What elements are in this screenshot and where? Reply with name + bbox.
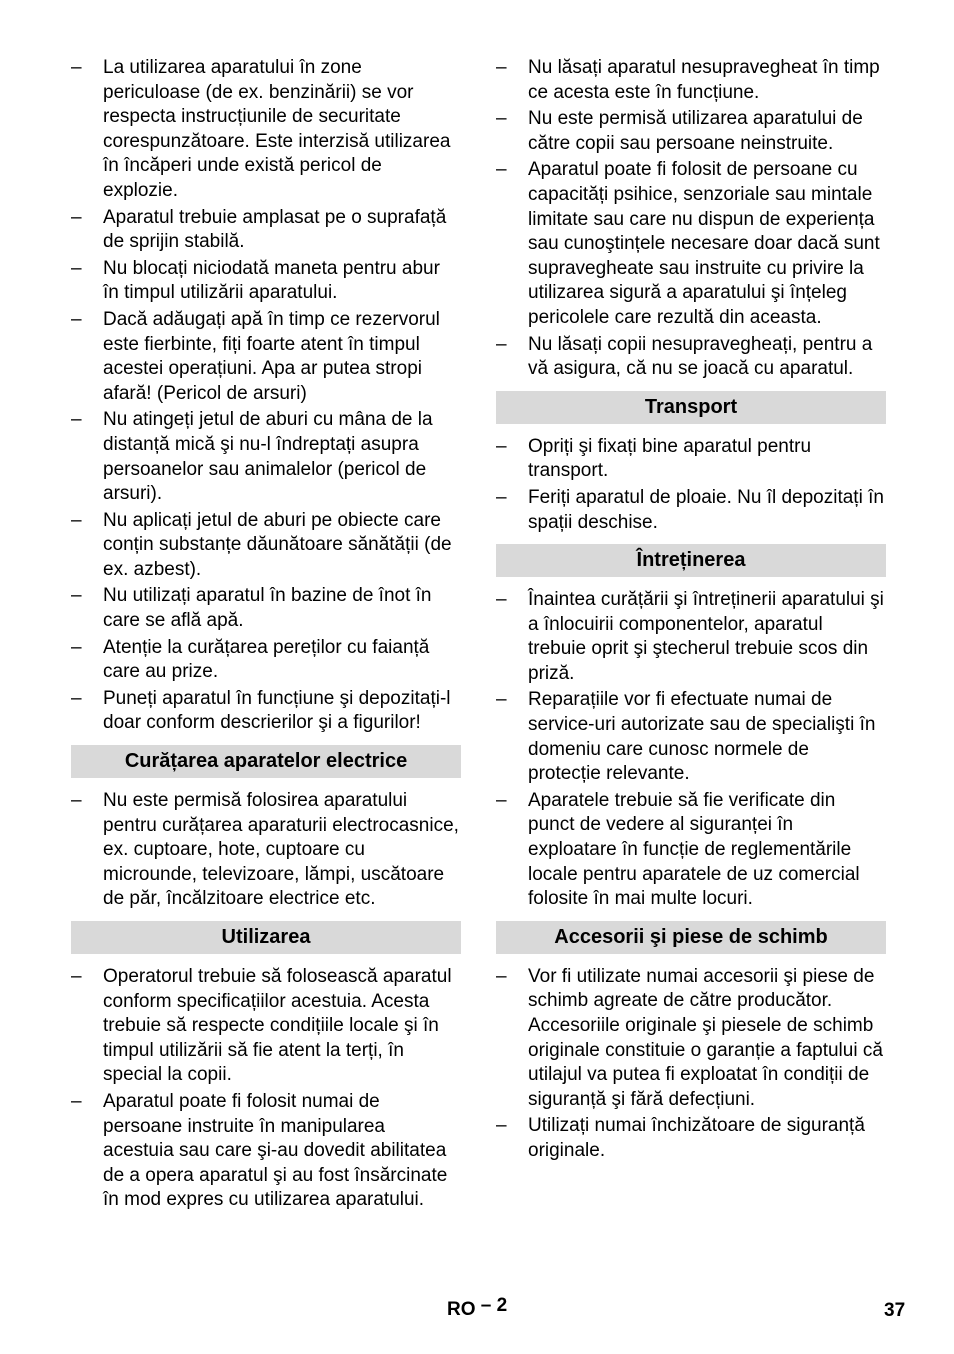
- list-item-text: Aparatele trebuie să fie verificate din punct de vedere al siguranței în exploatare în funcție de reglementările locale pentru aparatele de uz comercial folosite în mai multe locuri.: [528, 789, 860, 910]
- list-item: [496, 486, 886, 535]
- list-item: [71, 636, 461, 685]
- list-item-text: Nu blocați niciodată maneta pentru abur în timpul utilizării aparatului.: [103, 257, 440, 304]
- list-item: [496, 588, 886, 686]
- bullet-dash: –: [496, 789, 507, 811]
- bullet-dash: –: [71, 257, 82, 279]
- list-item-text: Nu lăsați copii nesupravegheați, pentru a vă asigura, că nu se joacă cu aparatul.: [528, 333, 873, 380]
- bullet-dash: –: [71, 509, 82, 531]
- bullet-dash: –: [71, 966, 82, 987]
- bullet-dash: –: [71, 636, 82, 658]
- left-column: [71, 56, 461, 1215]
- footer-language-label: [447, 1297, 507, 1323]
- bullet-dash: –: [496, 435, 507, 457]
- list-item-text: Nu este permisă folosirea aparatului pentru curățarea aparaturii electrocasnice, ex. cuptoare, hote, cuptoare cu microunde, televizoare, lămpi, uscătoare de păr, încălzitoare electrice etc.: [103, 790, 459, 910]
- list-item-text: Opriți şi fixați bine aparatul pentru transport.: [528, 435, 812, 482]
- page-number: 37: [884, 1300, 906, 1321]
- bullet-dash: –: [496, 689, 507, 711]
- footer-lang: RO: [447, 1299, 476, 1320]
- bullet-dash: –: [496, 108, 507, 130]
- list-item: [71, 789, 461, 912]
- list-item: [496, 1114, 886, 1163]
- bullet-dash: –: [71, 585, 82, 607]
- bullet-dash: –: [496, 589, 507, 611]
- list-item-text: Puneți aparatul în funcțiune şi depozitați-l doar conform descrierilor şi a figurilor!: [103, 687, 451, 734]
- heading-accessories: Accesorii şi piese de schimb: [496, 921, 886, 954]
- bullet-dash: –: [496, 57, 507, 78]
- list-item: [71, 1090, 461, 1213]
- list-item-text: Utilizați numai închizătoare de siguranță originale.: [528, 1115, 865, 1161]
- safety-list-1: [71, 56, 461, 736]
- bullet-dash: –: [496, 1115, 507, 1137]
- list-item-text: Dacă adăugați apă în timp ce rezervorul este fierbinte, fiți foarte atent în timpul acestei operațiuni. Apa ar putea stropi afară! (Pericol de arsuri): [103, 308, 440, 404]
- list-item: [496, 107, 886, 156]
- list-item: [71, 308, 461, 406]
- maintenance-list: [496, 588, 886, 912]
- heading-usage: Utilizarea: [71, 921, 461, 954]
- list-item-text: Reparațiile vor fi efectuate numai de service-uri autorizate sau de specialişti în domeniu care cunosc normele de protecție relevante.: [528, 689, 876, 785]
- list-item: [496, 56, 886, 105]
- list-item: [71, 965, 461, 1088]
- list-item-text: Aparatul poate fi folosit numai de persoane instruite în manipularea acestuia sau care şi-au dovedit abilitatea de a opera aparatul şi au fost însărcinate în mod expres cu utilizarea aparatului.: [103, 1090, 448, 1211]
- list-item: [496, 965, 886, 1113]
- list-item: [496, 158, 886, 330]
- list-item: [71, 584, 461, 633]
- bullet-dash: –: [496, 965, 507, 987]
- list-item-text: Aparatul poate fi folosit de persoane cu capacități psihice, senzoriale sau mintale limitate sau care nu dispun de experiența sau cunoştințele necesare doar dacă sunt supravegheate sau instruite cu privire la utilizarea sigură a aparatului şi înțeleg pericolele care rezultă din aceasta.: [528, 159, 880, 328]
- accessories-list: [496, 965, 886, 1164]
- list-item: [496, 333, 886, 382]
- list-item: [71, 687, 461, 736]
- list-item-text: Nu lăsați aparatul nesupravegheat în timp ce acesta este în funcțiune.: [528, 57, 880, 103]
- right-column: [496, 56, 886, 1166]
- list-item: [71, 408, 461, 506]
- heading-transport: Transport: [496, 391, 886, 424]
- bullet-dash: –: [71, 687, 82, 709]
- list-item-text: Atenție la curățarea pereților cu faianță care au prize.: [103, 636, 430, 683]
- list-item-text: Nu atingeți jetul de aburi cu mâna de la distanță mică şi nu-l îndreptați asupra persoanelor sau animalelor (pericol de arsuri).: [103, 409, 433, 505]
- list-item: [71, 257, 461, 306]
- list-item-text: Aparatul trebuie amplasat pe o suprafață de sprijin stabilă.: [103, 206, 447, 253]
- footer-section-marker: – 2: [480, 1295, 508, 1316]
- bullet-dash: –: [71, 57, 82, 78]
- list-item-text: Feriți aparatul de ploaie. Nu îl depozitați în spații deschise.: [528, 486, 884, 533]
- bullet-dash: –: [71, 308, 82, 330]
- list-item: [71, 206, 461, 255]
- bullet-dash: –: [496, 159, 507, 181]
- list-item: [496, 789, 886, 912]
- list-item: [496, 688, 886, 786]
- bullet-dash: –: [71, 790, 82, 812]
- bullet-dash: –: [71, 1090, 82, 1112]
- list-item-text: Operatorul trebuie să folosească aparatul conform specificațiilor acestuia. Acesta trebuie să respecte condițiile locale şi în timpul utilizării să fie atent la terți, în special la copii.: [103, 966, 452, 1086]
- list-item-text: La utilizarea aparatului în zone periculoase (de ex. benzinării) se vor respecta instrucțiunile de securitate corespunzătoare. Este interzisă utilizarea în încăperi unde există pericol de explozie.: [103, 57, 451, 201]
- bullet-dash: –: [496, 486, 507, 508]
- safety-list-2: [496, 56, 886, 382]
- list-item: [71, 509, 461, 583]
- list-item-text: Nu aplicați jetul de aburi pe obiecte care conțin substanțe dăunătoare sănătății (de ex. azbest).: [103, 509, 452, 580]
- transport-list: [496, 435, 886, 535]
- list-item: [496, 435, 886, 484]
- bullet-dash: –: [71, 206, 82, 228]
- usage-list: [71, 965, 461, 1213]
- list-item-text: Înaintea curățării şi întreținerii aparatului şi a înlocuirii componentelor, aparatul trebuie oprit şi ştecherul trebuie scos din priză.: [528, 589, 884, 684]
- heading-maintenance: Întreținerea: [496, 544, 886, 577]
- list-item: [71, 56, 461, 204]
- bullet-dash: –: [496, 333, 507, 355]
- bullet-dash: –: [71, 409, 82, 431]
- cleaning-electrical-list: [71, 789, 461, 912]
- heading-cleaning-electrical: Curățarea aparatelor electrice: [71, 745, 461, 778]
- list-item-text: Vor fi utilizate numai accesorii şi piese de schimb agreate de către producător. Accesoriile originale şi piesele de schimb originale constituie o garanție a faptului că utilajul va putea fi exploatat în condiții de siguranță şi fără defecțiuni.: [528, 965, 883, 1110]
- list-item-text: Nu utilizați aparatul în bazine de înot în care se află apă.: [103, 585, 432, 632]
- list-item-text: Nu este permisă utilizarea aparatului de către copii sau persoane neinstruite.: [528, 108, 863, 154]
